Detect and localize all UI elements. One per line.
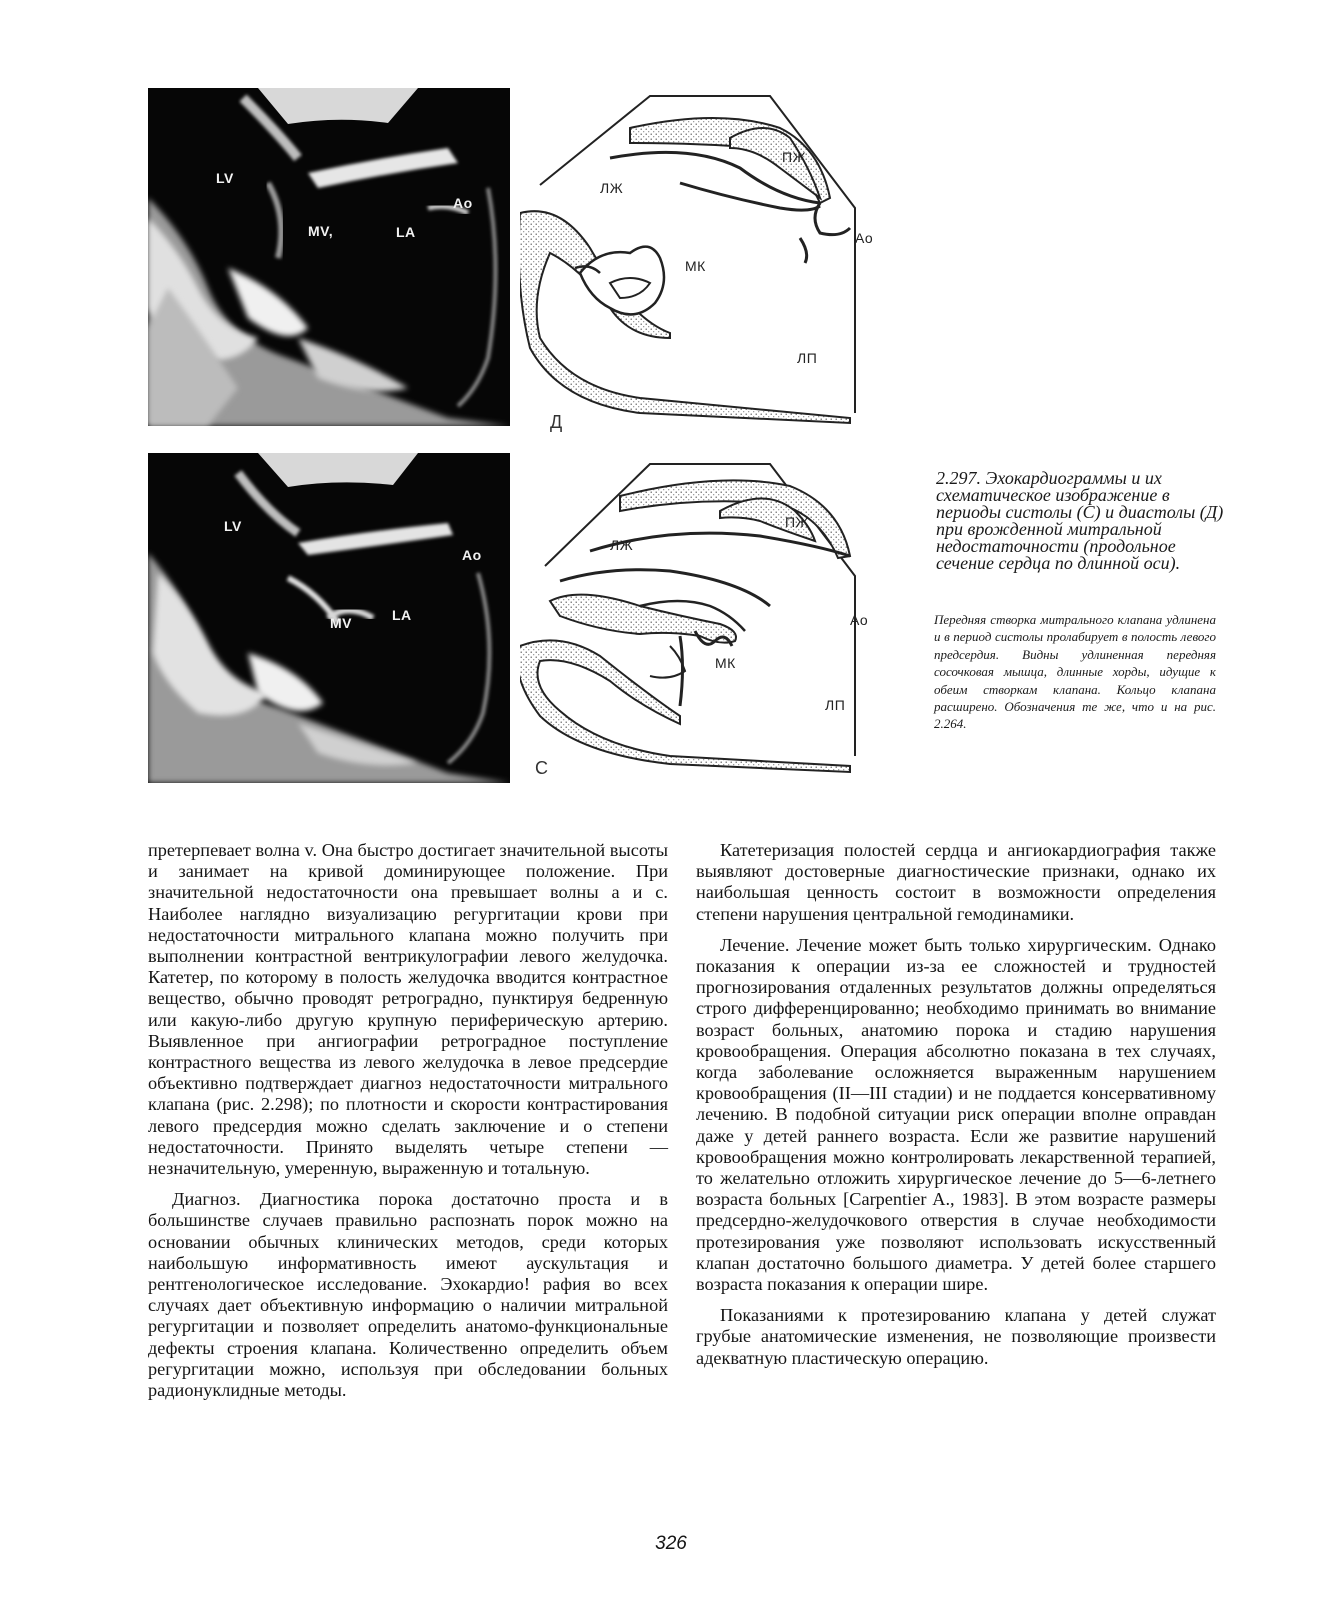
- echo-label-ao: Ao: [453, 195, 473, 211]
- figure-caption-title: 2.297. Эхокардиограммы и их схематическое изображение в периоды систолы (С) и диастолы (Д) при врожденной митральной недостаточности (продольное сечение сердца по длинной оси).: [936, 468, 1224, 573]
- schema-label-mk-bottom: МК: [715, 655, 736, 671]
- paragraph: Лечение. Лечение может быть только хирургическим. Однако показания к операции из-за ее сложностей и трудностей прогнозирования отдаленных результатов должны определяться строго дифференцированно; необходимо принимать во внимание возраст больных, анатомию порока и стадию нарушения кровообращения. Операция абсолютно показана в тех случаях, когда заболевание осложняется выраженным нарушением кровообращения (II—III стадии) и не поддается консервативному лечению. В подобной ситуации риск операции вполне оправдан даже у детей раннего возраста. Если же развитие нарушений кровообращения можно контролировать лекарственной терапией, то желательно отложить хирургическое лечение до 5—6-летнего возраста больных [Carpentier A., 1983]. В этом возрасте размеры предсердно-желудочкового отверстия в случае необходимости протезирования уже позволяют использовать искусственный клапан достаточно большого диаметра. У детей более старшего возраста показания к операции шире.: [696, 934, 1216, 1295]
- echo-scan-systole: [148, 453, 510, 783]
- schema-label-lp-top: ЛП: [797, 350, 818, 366]
- schema-label-lzh-top: ЛЖ: [600, 180, 624, 196]
- paragraph: Показаниями к протезированию клапана у детей служат грубые анатомические изменения, не позволяющие произвести адекватную пластическую операцию.: [696, 1305, 1216, 1368]
- echo-image-systole: [148, 453, 510, 783]
- echo-label-lv: LV: [224, 518, 242, 534]
- panel-letter-diastole: Д: [550, 412, 563, 432]
- schema-diagram-systole: [520, 456, 890, 776]
- echo-label-lv: LV: [216, 170, 234, 186]
- paragraph: Катетеризация полостей сердца и ангиокардиография также выявляют достоверные диагностические признаки, однако их наибольшая ценность состоит в возможности определения степени нарушения центральной гемодинамики.: [696, 840, 1216, 924]
- echo-scan-diastole: [148, 88, 510, 426]
- echo-image-diastole: [148, 88, 510, 426]
- schema-label-ao-top: Ао: [855, 230, 874, 246]
- paragraph: претерпевает волна v. Она быстро достигает значительной высоты и занимает на кривой доминирующее положение. При значительной недостаточности она превышает волны a и c. Наиболее наглядно визуализацию регургитации крови при недостаточности митрального клапана можно получить при выполнении контрастной вентрикулографии левого желудочка. Катетер, по которому в полость желудочка вводится контрастное вещество, обычно проводят ретроградно, пунктируя бедренную или какую-либо другую крупную периферическую артерию. Выявленное при ангиографии ретроградное поступление контрастного вещества из левого желудочка в левое предсердие объективно подтверждает диагноз недостаточности митрального клапана (рис. 2.298); по плотности и скорости контрастирования левого предсердия можно сделать заключение и о степени недостаточности. Принято выделять четыре степени — незначительную, умеренную, выраженную и тотальную.: [148, 840, 668, 1179]
- panel-letter-systole: С: [535, 758, 548, 778]
- echo-label-la: LA: [392, 607, 412, 623]
- schema-label-lp-bottom: ЛП: [825, 697, 846, 713]
- schema-label-pzh-bottom: ПЖ: [785, 514, 809, 530]
- left-column: [148, 840, 668, 1411]
- schema-label-pzh-top: ПЖ: [782, 149, 806, 165]
- figure-caption-body: Передняя створка митрального клапана удлинена и в период систолы пролабирует в полость левого предсердия. Видны удлиненная передняя сосочковая мышца, длинные хорды, идущие к обеим створкам клапана. Кольцо клапана расширено. Обозначения те же, что и на рис. 2.264.: [934, 612, 1216, 732]
- schema-label-mk-top: МК: [685, 258, 706, 274]
- schema-label-ao-bottom: Ао: [850, 612, 869, 628]
- echo-label-mv: MV: [330, 615, 352, 631]
- schema-label-lzh-bottom: ЛЖ: [610, 537, 634, 553]
- paragraph: Диагноз. Диагностика порока достаточно проста и в большинстве случаев правильно распознать порок можно на основании обычных клинических методов, среди которых наибольшую информативность имеют аускультация и рентгенологическое исследование. Эхокардио! рафия во всех случаях дает объективную информацию о наличии митральной регургитации и позволяет определить анатомо-функциональные дефекты строения клапана. Количественно определить объем регургитации можно, используя при обследовании больных радионуклидные методы.: [148, 1189, 668, 1401]
- right-column: [696, 840, 1216, 1379]
- echo-label-ao: Ao: [462, 547, 482, 563]
- echo-label-la: LA: [396, 224, 416, 240]
- echo-label-mv: MV,: [308, 223, 334, 239]
- page-number: 326: [655, 1533, 687, 1554]
